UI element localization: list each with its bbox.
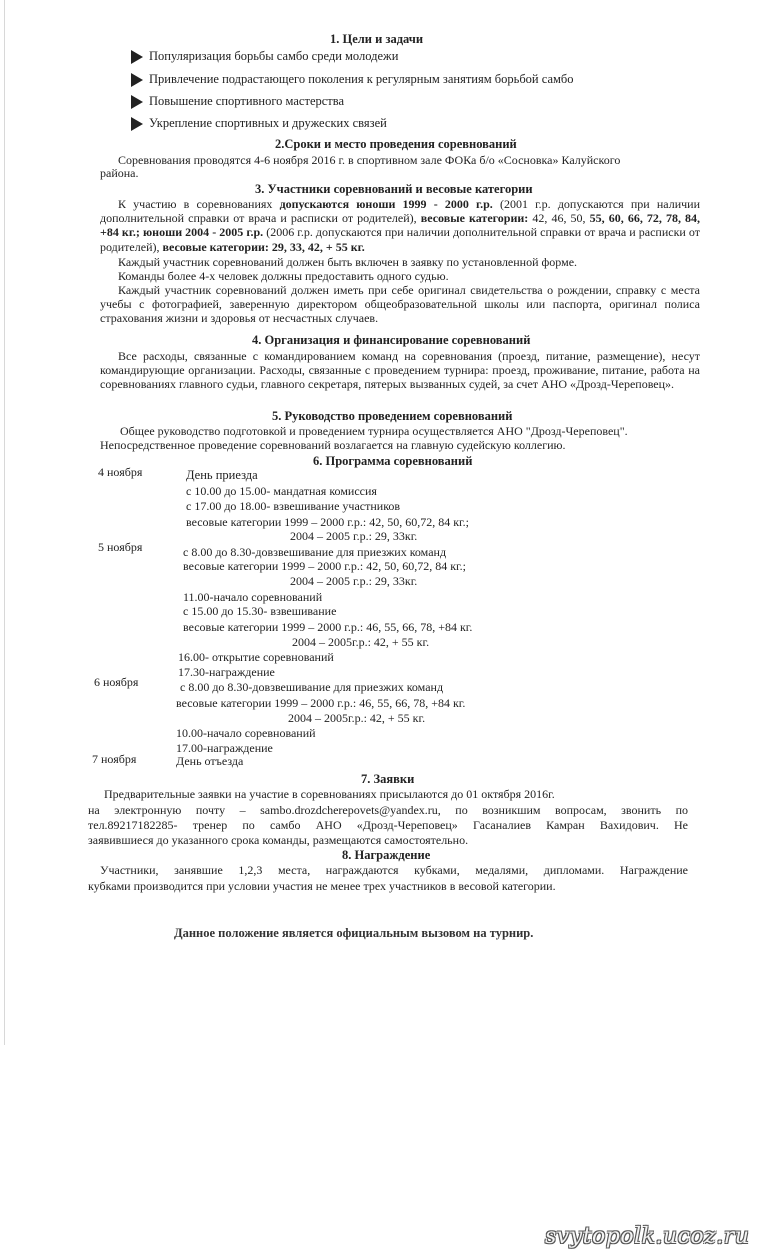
section-4-paragraph: Все расходы, связанные с командированием команд на соревнования (проезд, питание, размещение), несут командирующие организации. Расходы, связанные с проведением турнира: проезд, проживание, питание, работа на соревнованиях главного судьи, главного секретаря, пятерых вызванных судей, за счет АНО «Дрозд-Череповец». [100,349,700,392]
schedule-line: весовые категории 1999 – 2000 г.р.: 46, 55, 66, 78, +84 кг. [183,620,473,634]
section-7-line: на электронную почту – sambo.drozdcherepovets@yandex.ru, по возникшим вопросам, звонить по [88,803,688,817]
text-fragment: К участию в соревнованиях [118,197,273,211]
section-7-line: заявившиеся до указанного срока команды, размещаются самостоятельно. [88,833,469,847]
schedule-line: 2004 – 2005г.р.: 42, + 55 кг. [288,711,426,725]
schedule-line: весовые категории 1999 – 2000 г.р.: 42, 50, 60,72, 84 кг.; [186,515,469,529]
schedule-line: 2004 – 2005 г.р.: 29, 33кг. [290,529,418,543]
schedule-date: 4 ноября [98,465,143,479]
arrow-bullet-icon [131,117,143,131]
arrow-bullet-icon [131,50,143,64]
section-3-paragraph [100,197,700,254]
schedule-line: с 10.00 до 15.00- мандатная комиссия [186,484,377,498]
schedule-line: весовые категории 1999 – 2000 г.р.: 46, 55, 66, 78, +84 кг. [176,696,466,710]
section-6-title: 6. Программа соревнований [313,454,473,468]
text-fragment: весовые категории: 29, 33, 42, + 55 кг. [162,239,365,254]
section-8-title: 8. Награждение [342,848,431,862]
text-fragment: 55, 60, 66, 72, 78, 84, +84 кг.; юноши 2004 - 2005 г.р. [100,211,701,240]
text-fragment: 42, 46, 50, [532,211,586,226]
section-3-line: Команды более 4-х человек должны предоставить одного судью. [118,269,449,283]
schedule-line: с 8.00 до 8.30-довзвешивание для приезжих команд [183,545,447,559]
schedule-date: 6 ноября [94,675,139,689]
scan-edge [4,0,5,1045]
goal-item-text: Привлечение подрастающего поколения к регулярным занятиям борьбой самбо [149,72,574,86]
goal-item-text: Укрепление спортивных и дружеских связей [149,116,387,130]
section-2-line: района. [100,166,139,180]
schedule-line: 2004 – 2005 г.р.: 29, 33кг. [290,574,418,588]
schedule-line: 16.00- открытие соревнований [178,650,334,664]
schedule-line: День приезда [186,468,258,482]
section-2-line: Соревнования проводятся 4-6 ноября 2016 г. в спортивном зале ФОКа б/о «Сосновка» Калуйского [118,153,621,167]
section-2-title: 2.Сроки и место проведения соревнований [275,137,517,151]
goal-item-text: Повышение спортивного мастерства [149,94,345,108]
schedule-line: весовые категории 1999 – 2000 г.р.: 42, 50, 60,72, 84 кг.; [183,559,466,573]
section-8-line: Участники, занявшие 1,2,3 места, награждаются кубками, медалями, дипломами. Награждение [100,863,688,877]
text-fragment: (2006 г.р. допускаются при наличии дополнительной справки от врача и расписки от родителей), [100,225,701,254]
schedule-line: 2004 – 2005г.р.: 42, + 55 кг. [292,635,430,649]
site-watermark: svytopolk.ucoz.ru [545,1224,750,1249]
section-1-title: 1. Цели и задачи [330,32,424,46]
section-3-paragraph: Каждый участник соревнований должен иметь при себе оригинал свидетельства о рождении, справку с места учебы с фотографией, заверенную директором общеобразовательной школы или паспорта, оригинал полиса страхования жизни и здоровья от несчастных случаев. [100,283,700,326]
section-5-title: 5. Руководство проведением соревнований [272,409,513,423]
official-call-note: Данное положение является официальным вызовом на турнир. [174,926,534,940]
schedule-line: 11.00-начало соревнований [183,590,323,604]
section-8-line: кубками производится при условии участия не менее трех участников в весовой категории. [88,879,556,893]
section-7-line: тел.89217182285- тренер по самбо АНО «Дрозд-Череповец» Гасаналиев Камран Вахидович. Не [88,818,688,832]
schedule-date: 7 ноября [92,752,137,766]
schedule-line: с 8.00 до 8.30-довзвешивание для приезжих команд [180,680,444,694]
schedule-line: с 15.00 до 15.30- взвешивание [183,604,337,618]
text-fragment: (2001 г.р. допускаются при наличии дополнительной справки от врача и расписки от родителей), [100,197,700,226]
schedule-date: 5 ноября [98,540,143,554]
section-7-line: Предварительные заявки на участие в соревнованиях присылаются до 01 октября 2016г. [104,787,555,801]
goal-item-text: Популяризация борьбы самбо среди молодежи [149,49,399,63]
section-3-title: 3. Участники соревнований и весовые категории [255,182,533,196]
schedule-line: с 17.00 до 18.00- взвешивание участников [186,499,401,513]
section-5-line: Непосредственное проведение соревнований возлагается на главную судейскую коллегию. [100,438,566,452]
section-4-title: 4. Организация и финансирование соревнований [252,333,531,347]
text-fragment: весовые категории: [420,211,529,226]
section-7-title: 7. Заявки [361,772,415,786]
arrow-bullet-icon [131,73,143,87]
section-5-line: Общее руководство подготовкой и проведением турнира осуществляется АНО "Дрозд-Череповец". [120,424,628,438]
schedule-line: 10.00-начало соревнований [176,726,316,740]
arrow-bullet-icon [131,95,143,109]
schedule-line: 17.30-награждение [178,665,275,679]
schedule-line: 17.00-награждение [176,741,273,755]
text-fragment: допускаются юноши 1999 - 2000 г.р. [279,197,493,211]
schedule-line: День отъезда [176,754,244,768]
section-3-line: Каждый участник соревнований должен быть включен в заявку по установленной форме. [118,255,578,269]
